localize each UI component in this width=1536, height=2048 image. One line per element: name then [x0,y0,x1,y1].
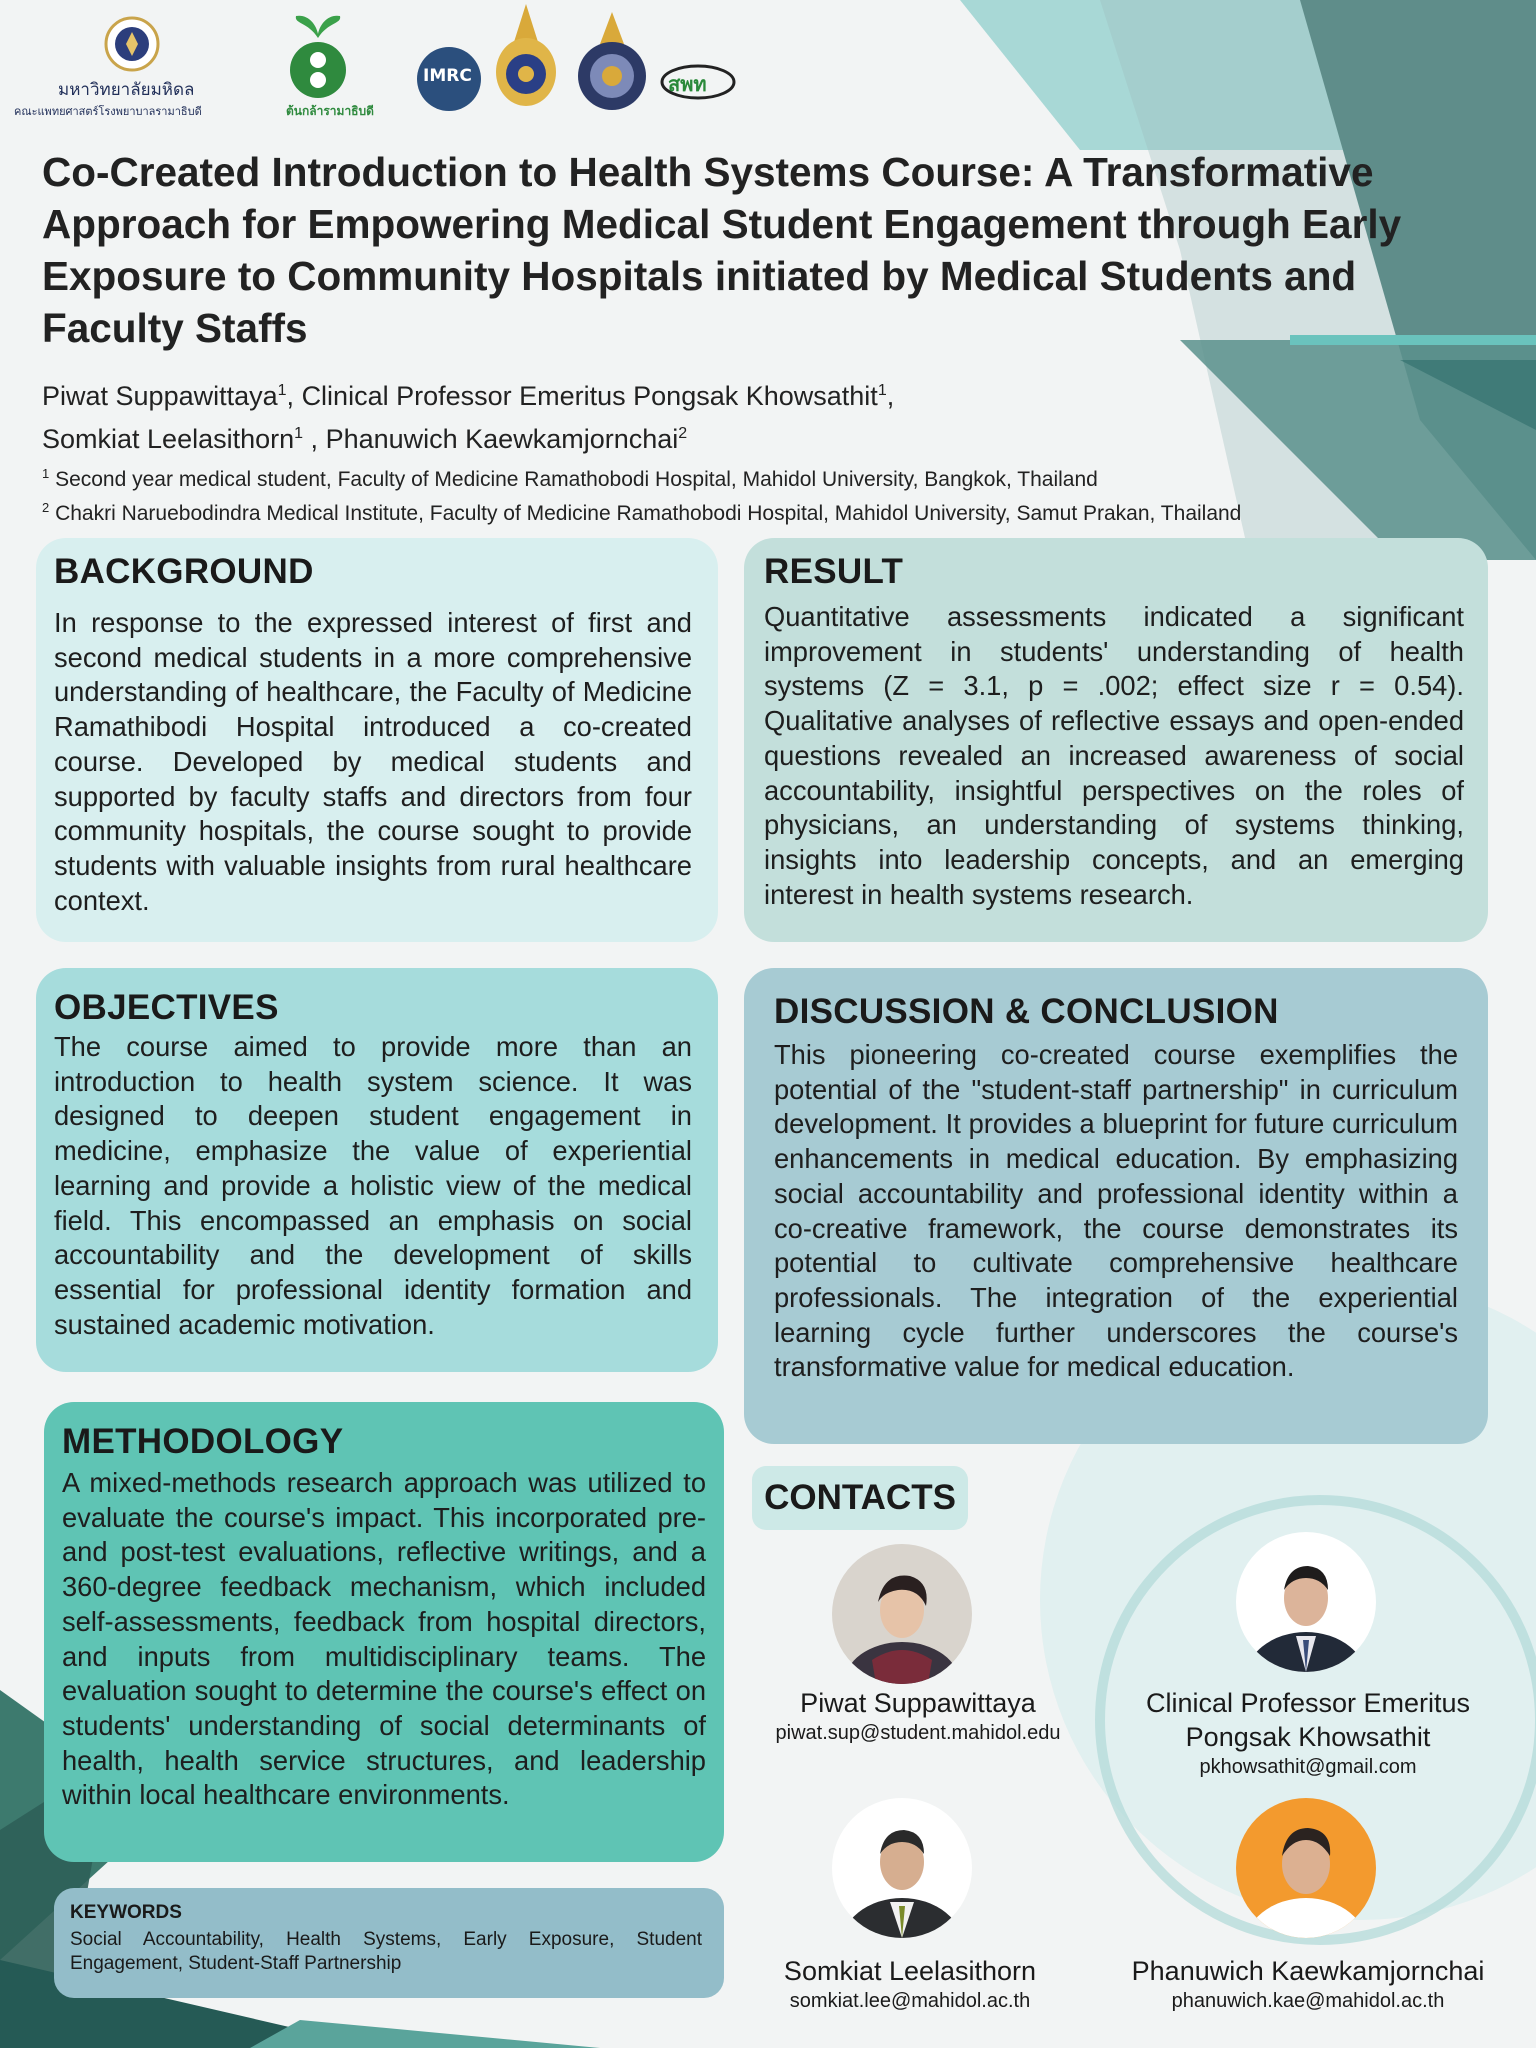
author-separator: , [303,424,326,454]
author-affiliation-mark: 2 [678,425,688,442]
person-icon [832,1798,972,1938]
author-separator: , [286,381,302,411]
section-body: The course aimed to provide more than an introduction to health system science. It was designed to deepen student engagement in medicine, emphasize the value of experiential learning and provide a holistic view of the medical field. This encompassed an emphasis on social accountability and the development of skills essential for professional identity formation and sustained academic motivation. [54,1031,692,1340]
author-name: Clinical Professor Emeritus Pongsak Khowsathit [301,381,878,411]
keywords-section [54,1888,724,1998]
background-section [36,538,718,942]
author-name: Somkiat Leelasithorn [42,424,295,454]
section-heading: DISCUSSION & CONCLUSION [774,992,1279,1031]
imrc-logo-text: IMRC [423,66,472,86]
keywords-body: Social Accountability, Health Systems, Early Exposure, Student Engagement, Student-Staff Partnership [70,1929,702,1974]
spt-logo-text: สพท [668,72,707,96]
person-icon [1236,1798,1376,1938]
tonkla-name-thai: ต้นกล้ารามาธิบดี [286,104,374,118]
contact-email[interactable]: piwat.sup@student.mahidol.edu [775,1722,1061,1744]
contact-name: Clinical Professor Emeritus [1145,1688,1471,1718]
mahidol-name-thai: มหาวิทยาลัยมหิดล [58,80,195,100]
poster-title: Co-Created Introduction to Health Systems Course: A Transformative Approach for Empowering Medical Student Engagement through Early Exposure to Community Hospitals initiated by Medical Students and Faculty Staffs [42,149,1402,351]
discussion-section [744,968,1488,1444]
author-name: Phanuwich Kaewkamjornchai [325,424,679,454]
faculty-name-thai: คณะแพทยศาสตร์โรงพยาบาลรามาธิบดี [14,105,202,118]
logo-bar [0,0,800,130]
institute-emblem-icon [578,10,646,114]
avatar [1236,1532,1376,1672]
contact-name: Pongsak Khowsathit [1185,1722,1431,1752]
author-separator: , [886,381,895,411]
section-heading: RESULT [764,552,904,591]
section-body: A mixed-methods research approach was utilized to evaluate the course's impact. This incorporated pre- and post-test evaluations, reflective writings, and a 360-degree feedback mechanism, which included self-assessments, feedback from hospital directors, and inputs from multidisciplinary teams. The evaluation sought to determine the course's effect on students' understanding of social determinants of health, health service structures, and leadership within local healthcare environments. [62,1467,706,1811]
affiliation-mark: 1 [42,466,50,481]
avatar [1236,1798,1376,1938]
affiliation-line [42,460,1502,494]
contacts-heading: CONTACTS [752,1466,968,1530]
section-heading: OBJECTIVES [54,988,279,1027]
avatar [832,1544,972,1684]
section-heading: METHODOLOGY [62,1422,344,1461]
affiliation-mark: 2 [42,500,50,515]
affiliation-list [42,460,1502,528]
section-body: In response to the expressed interest of first and second medical students in a more comprehensive understanding of healthcare, the Faculty of Medicine Ramathibodi Hospital introduced a co-created course. Developed by medical students and supported by faculty staffs and directors from four community hospitals, the course sought to provide students with valuable insights from rural healthcare context. [54,607,692,916]
tonkla-sprout-icon [282,8,354,100]
mahidol-seal-icon [104,14,160,74]
methodology-section [44,1402,724,1862]
contact-email[interactable]: somkiat.lee@mahidol.ac.th [789,1990,1031,2012]
contact-email[interactable]: phanuwich.kae@mahidol.ac.th [1171,1990,1445,2012]
author-affiliation-mark: 1 [277,382,287,399]
section-heading: BACKGROUND [54,552,314,591]
affiliation-text: Second year medical student, Faculty of Medicine Ramathobodi Hospital, Mahidol University, Bangkok, Thailand [49,468,1098,491]
author-affiliation-mark: 1 [877,382,887,399]
affiliation-text: Chakri Naruebodindra Medical Institute, Faculty of Medicine Ramathobodi Hospital, Mahidol University, Samut Prakan, Thailand [49,502,1242,525]
section-body: Quantitative assessments indicated a significant improvement in students' understanding of health systems (Z = 3.1, p = .002; effect size r = 0.54). Qualitative analyses of reflective essays and open-ended questions revealed an increased awareness of social accountability, insightful perspectives on the roles of physicians, an understanding of systems thinking, insights into leadership concepts, and an emerging interest in health systems research. [764,601,1464,910]
person-icon [1236,1532,1376,1672]
contact-name: Piwat Suppawittaya [800,1688,1036,1718]
contact-name: Somkiat Leelasithorn [783,1956,1037,1986]
section-body: This pioneering co-created course exemplifies the potential of the "student-staff partnership" in curriculum development. It provides a blueprint for future curriculum enhancements in medical education. By emphasizing social accountability and professional identity within a co-creative framework, the course demonstrates its potential to cultivate comprehensive healthcare professionals. The integration of the experiential learning cycle further underscores the course's transformative value for medical education. [774,1039,1458,1383]
person-icon [832,1544,972,1684]
keywords-heading: KEYWORDS [70,1902,182,1923]
result-section [744,538,1488,942]
avatar [832,1798,972,1938]
author-affiliation-mark: 1 [294,425,304,442]
contact-name: Phanuwich Kaewkamjornchai [1131,1956,1485,1986]
objectives-section [36,968,718,1372]
royal-emblem-icon [494,2,558,114]
author-name: Piwat Suppawittaya [42,381,278,411]
contact-email[interactable]: pkhowsathit@gmail.com [1199,1756,1417,1778]
author-list [42,372,1342,458]
affiliation-line [42,494,1502,528]
